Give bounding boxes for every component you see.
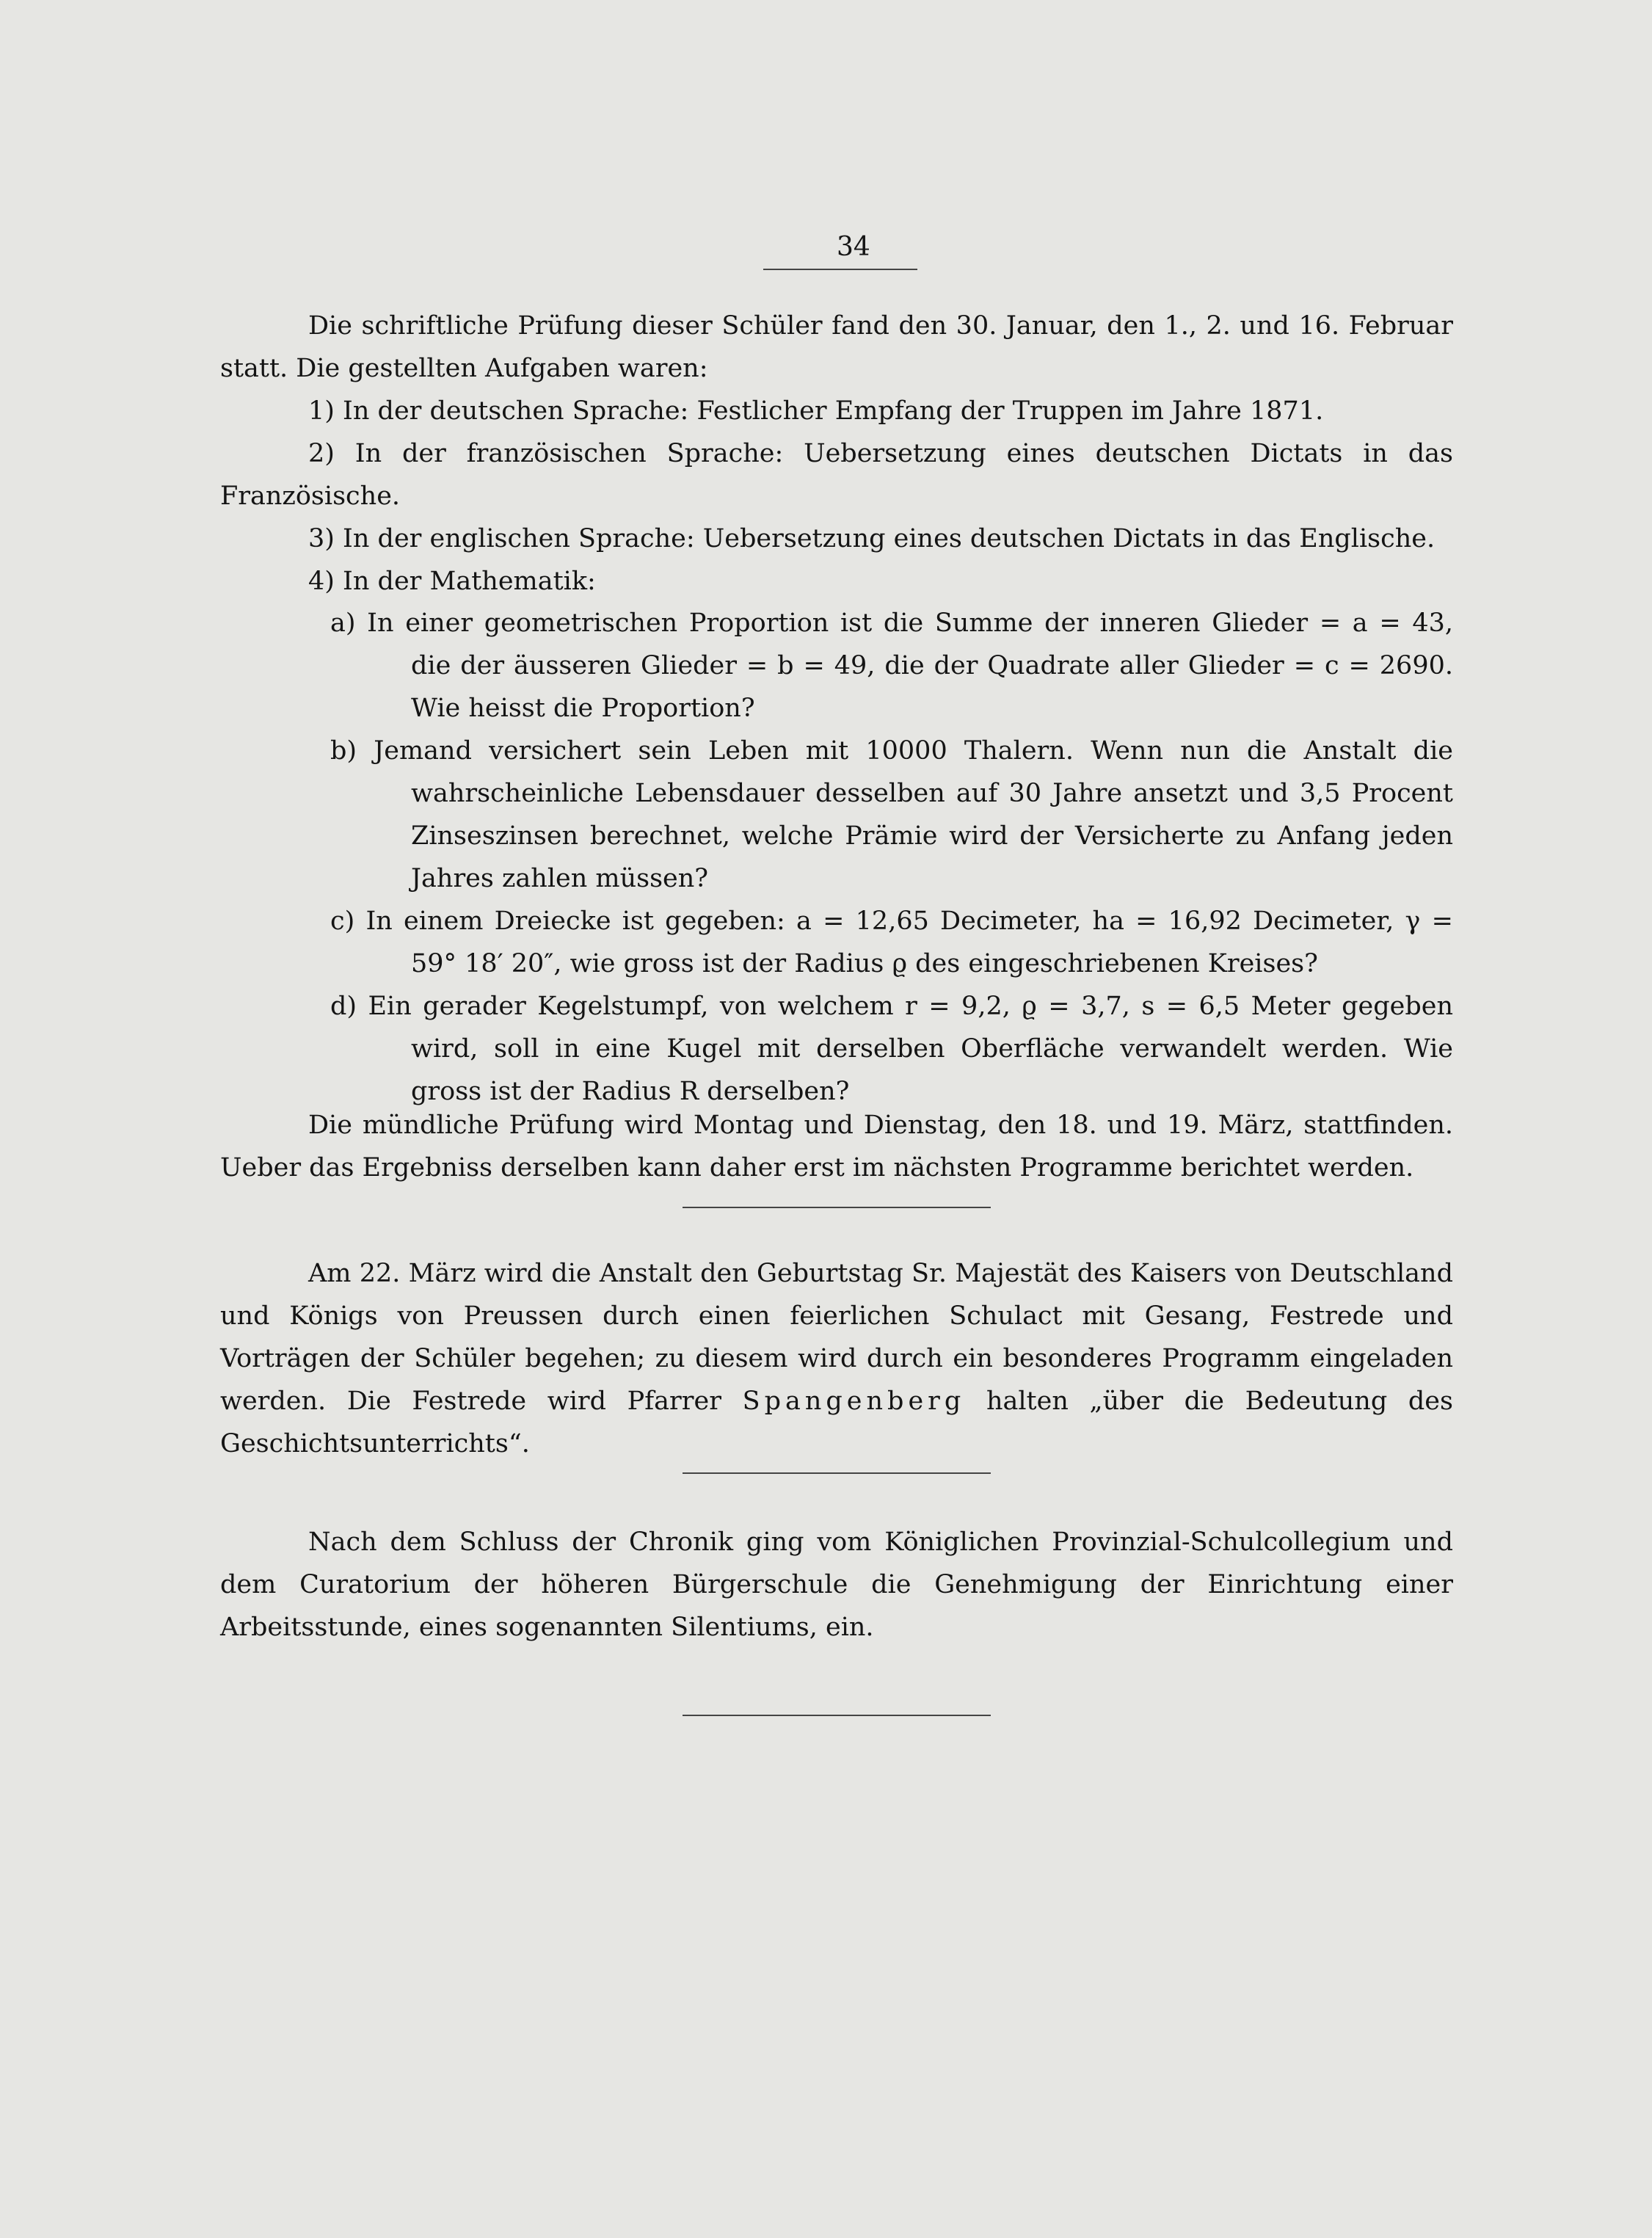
celebration-section [220,1252,1453,1465]
task-2: 2) In der französischen Sprache: Uebersetzung eines deutschen Dictats in das Französische. [220,439,1453,511]
section-divider-2 [683,1472,991,1474]
task-4: 4) In der Mathematik: [308,567,596,596]
exam-intro: Die schriftliche Prüfung dieser Schüler fand den 30. Januar, den 1., 2. und 16. Februar statt. Die gestellten Aufgaben waren: [220,311,1453,383]
exam-section [220,305,1453,603]
math-task-b: b) Jemand versichert sein Leben mit 10000 Thalern. Wenn nun die Anstalt die wahrscheinliche Lebensdauer desselben auf 30 Jahre ansetzt und 3,5 Procent Zinseszinsen berechnet, welche Prämie wird der Versicherte zu Anfang jeden Jahres zahlen müssen? [330,736,1453,893]
math-task-a: a) In einer geometrischen Proportion ist die Summe der inneren Glieder = a = 43, die der äusseren Glieder = b = 49, die der Quadrate aller Glieder = c = 2690. Wie heisst die Proportion? [330,608,1453,723]
task-1: 1) In der deutschen Sprache: Festlicher Empfang der Truppen im Jahre 1871. [308,396,1324,426]
celebration-text-before: Am 22. März wird die Anstalt den Geburtstag Sr. Majestät des Kaisers von Deutschland und Königs von Preussen durch einen feierlichen Schulact mit Gesang, Festrede und Vorträgen der Schüler begehen; zu diesem wird durch ein besonderes Programm eingeladen werden. Die Festrede wird Pfarrer [220,1259,1453,1416]
section-divider-3 [683,1715,991,1716]
chronicle-section [220,1521,1453,1649]
math-task-c: c) In einem Dreiecke ist gegeben: a = 12,65 Decimeter, ha = 16,92 Decimeter, γ = 59° 18′ 20″, wie gross ist der Radius ϱ des eingeschriebenen Kreises? [330,907,1453,978]
math-tasks [330,602,1453,1113]
oral-exam-text: Die mündliche Prüfung wird Montag und Dienstag, den 18. und 19. März, stattfinden. Ueber das Ergebniss derselben kann daher erst im nächsten Programme berichtet werden. [220,1111,1453,1182]
section-divider-1 [683,1207,991,1208]
celebration-text-after: halten „über die Bedeutung des Geschichtsunterrichts“. [220,1387,1453,1458]
page-number-rule [763,269,917,270]
task-3: 3) In der englischen Sprache: Uebersetzung eines deutschen Dictats in das Englische. [308,524,1436,553]
speaker-name: Spangenberg [742,1387,966,1416]
math-task-d: d) Ein gerader Kegelstumpf, von welchem r = 9,2, ϱ = 3,7, s = 6,5 Meter gegeben wird, soll in eine Kugel mit derselben Oberfläche verwandelt werden. Wie gross ist der Radius R derselben? [330,992,1453,1106]
oral-exam-section [220,1104,1453,1189]
chronicle-text: Nach dem Schluss der Chronik ging vom Königlichen Provinzial-Schulcollegium und dem Curatorium der höheren Bürgerschule die Genehmigung der Einrichtung einer Arbeitsstunde, eines sogenannten Silentiums, ein. [220,1527,1453,1642]
celebration-text [220,1252,1453,1465]
page-number: 34 [837,232,870,262]
